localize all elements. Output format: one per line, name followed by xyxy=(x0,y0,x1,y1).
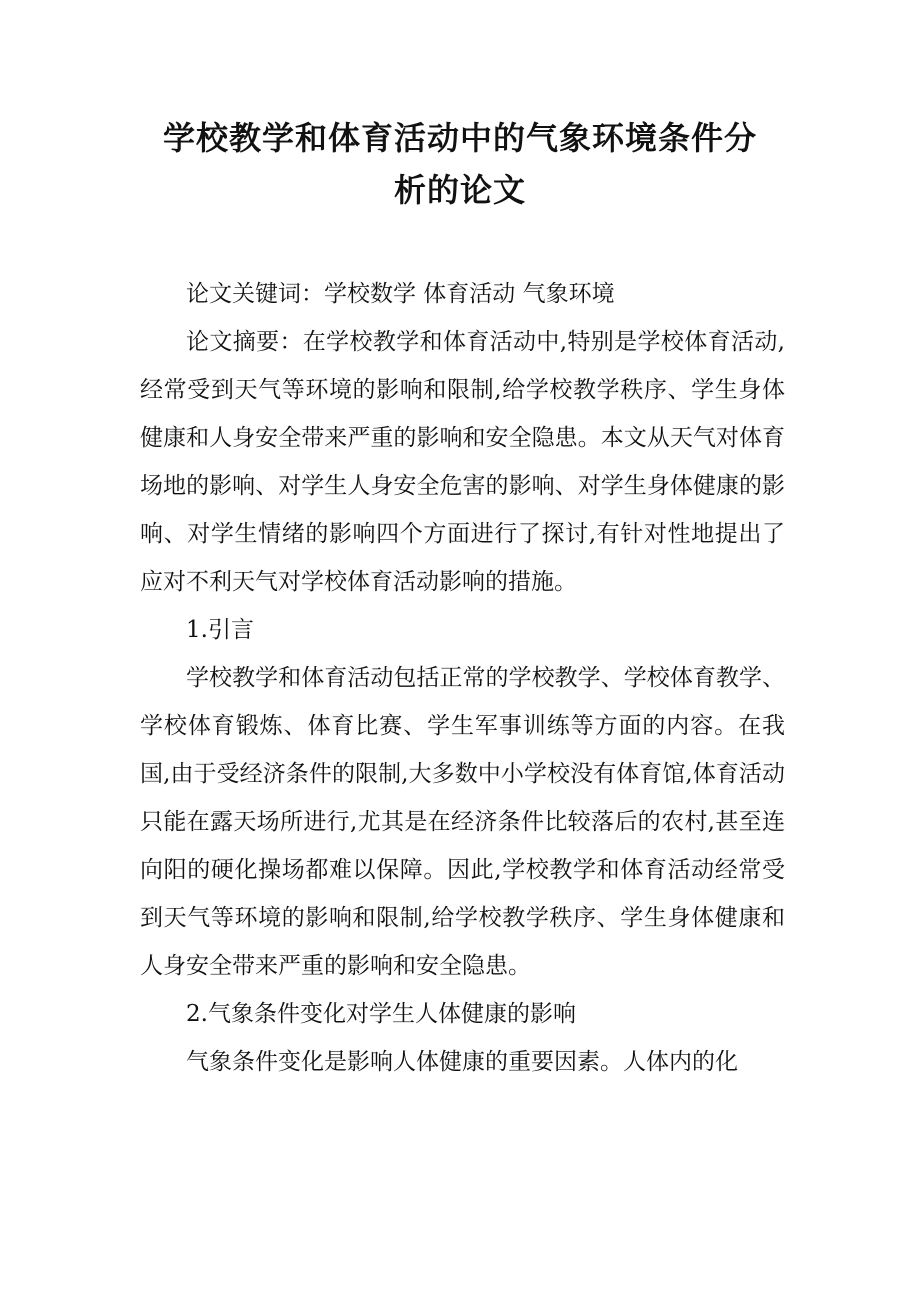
keywords-paragraph: 论文关键词：学校数学 体育活动 气象环境 xyxy=(186,281,615,307)
abstract-paragraph: 论文摘要：在学校教学和体育活动中,特别是学校体育活动,经常受到天气等环境的影响和限制,给学校教学秩序、学生身体健康和人身安全带来严重的影响和安全隐患。本文从天气对体育场地的影响、对学生人身安全危害的影响、对学生身体健康的影响、对学生情绪的影响四个方面进行了探讨,有针对性地提出了应对不利天气对学校体育活动影响的措施。 xyxy=(140,329,785,595)
section-heading-introduction: 1.引言 xyxy=(186,617,254,643)
weather-health-paragraph: 气象条件变化是影响人体健康的重要因素。人体内的化 xyxy=(186,1049,738,1075)
document-body xyxy=(140,270,785,1086)
section-heading-weather-health: 2.气象条件变化对学生人体健康的影响 xyxy=(186,1001,576,1027)
title-line-2: 析的论文 xyxy=(393,171,526,209)
document-title xyxy=(120,112,800,216)
introduction-paragraph: 学校教学和体育活动包括正常的学校教学、学校体育教学、学校体育锻炼、体育比赛、学生军事训练等方面的内容。在我国,由于受经济条件的限制,大多数中小学校没有体育馆,体育活动只能在露天场所进行,尤其是在经济条件比较落后的农村,甚至连向阳的硬化操场都难以保障。因此,学校教学和体育活动经常受到天气等环境的影响和限制,给学校教学秩序、学生身体健康和人身安全带来严重的影响和安全隐患。 xyxy=(140,665,785,979)
title-line-1: 学校教学和体育活动中的气象环境条件分 xyxy=(162,119,757,157)
